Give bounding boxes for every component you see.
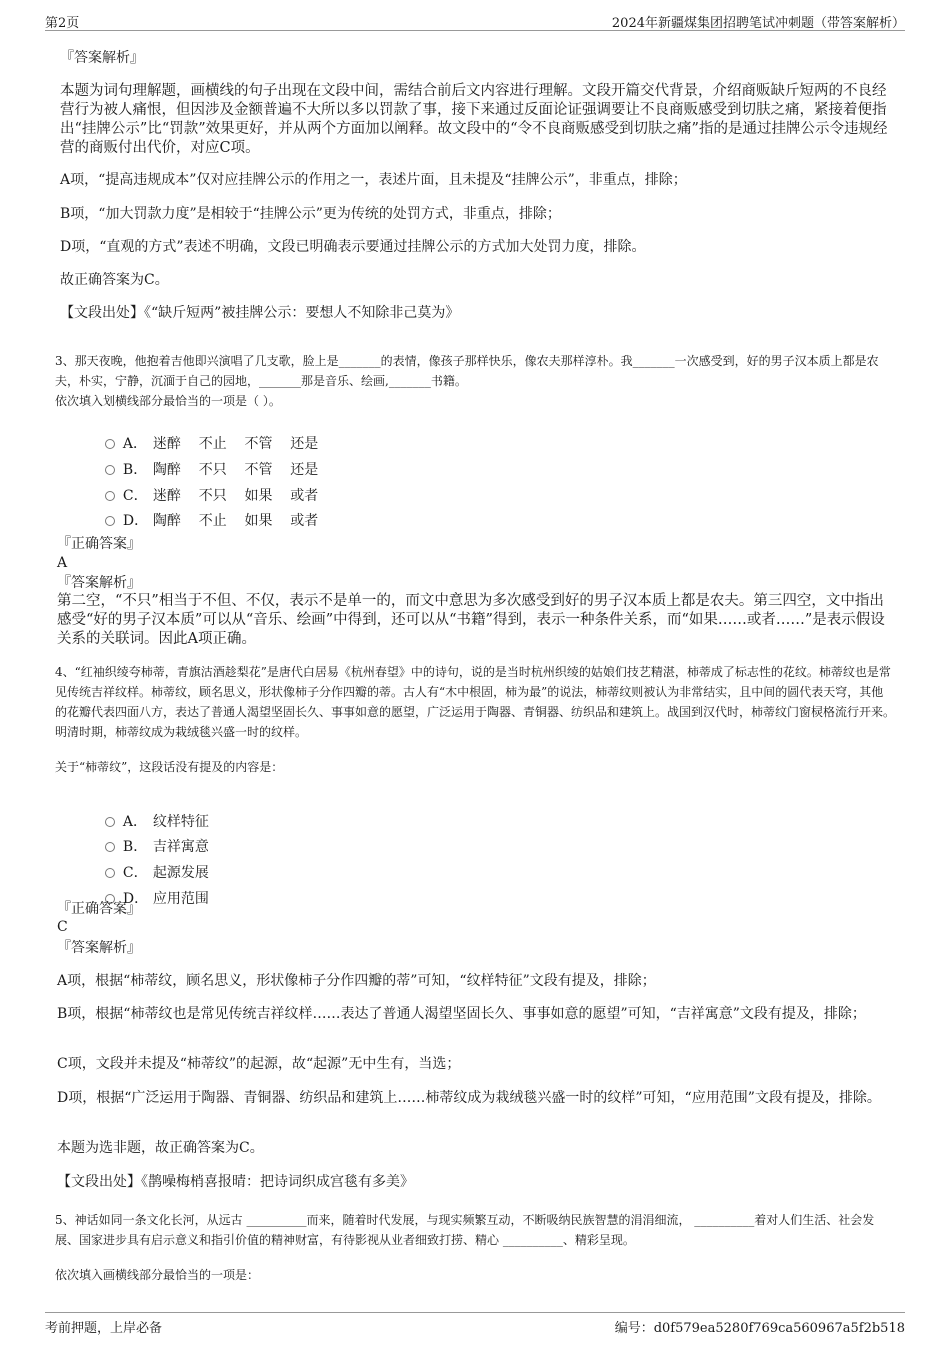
q3-answer: A — [57, 555, 68, 571]
q2-analysis-b: B项，“加大罚款力度”是相较于“挂牌公示”更为传统的处罚方式，非重点，排除； — [60, 206, 561, 222]
q2-source: 【文段出处】《“缺斤短两”被挂牌公示：要想人不知除非己莫为》 — [60, 305, 460, 321]
q4-analysis-c: C项，文段并未提及“柿蒂纹”的起源，故“起源”无中生有，当选； — [57, 1056, 461, 1072]
q4-answer-label: 『正确答案』 — [57, 901, 141, 917]
q4-stem: 4、“红袖织绫夸柿蒂，青旗沽酒趁梨花”是唐代白居易《杭州春望》中的诗句，说的是当时杭州织绫的姑娘们技艺精湛，柿蒂成了标志性的花纹。柿蒂纹也是常见传统吉祥纹样。柿蒂纹，顾名思义，形状像柿子分作四瓣的蒂。古人有“木中根固，柿为最”的说法，柿蒂纹则被认为非常结实，且中间的圆代表天穹，其他的花瓣代表四面八方，表达了普通人渴望坚固长久、事事如意的愿望，广泛运用于陶器、青铜器、纺织品和建筑上。战国到汉代时，柿蒂纹门窗棂格流行开来。明清时期，柿蒂纹成为栽绒毯兴盛一时的纹样。 — [55, 665, 896, 739]
q4-analysis-b: B项，根据“柿蒂纹也是常见传统吉祥纹样……表达了普通人渴望坚固长久、事事如意的愿望”可知，“吉祥寓意”文段有提及，排除； — [57, 1006, 866, 1022]
q4-option-b[interactable]: B． 吉祥寓意 — [96, 817, 209, 837]
q5-stem: 5、神话如同一条文化长河，从远古 __________而来，随着时代发展，与现实频繁互动，不断吸纳民族智慧的涓涓细流， __________着对人们生活、社会发展、国家进步具有启示意义和指引价值的精神财富，有待影视从业者细致打捞、精心 __________、精彩呈现。 — [55, 1213, 875, 1247]
q4-option-c[interactable]: C． 起源发展 — [96, 843, 209, 863]
page-header — [45, 10, 905, 31]
q5-prompt: 依次填入画横线部分最恰当的一项是： — [55, 1268, 260, 1282]
q4-prompt: 关于“柿蒂纹”，这段话没有提及的内容是： — [55, 760, 284, 774]
q4-source: 【文段出处】《鹊噪梅梢喜报晴：把诗词织成宫毯有多美》 — [57, 1174, 414, 1190]
footer-slogan: 考前押题，上岸必备 — [45, 1321, 163, 1336]
document-title: 2024年新疆煤集团招聘笔试冲刺题（带答案解析） — [611, 16, 905, 31]
q4-analysis-label: 『答案解析』 — [57, 940, 141, 956]
q3-option-c[interactable]: C． 迷醉 不只 如果 或者 — [96, 466, 318, 486]
q3-prompt: 依次填入划横线部分最恰当的一项是（ ）。 — [55, 394, 281, 408]
q3-stem: 3、那天夜晚，他抱着吉他即兴演唱了几支歌，脸上是_______的表情，像孩子那样快乐，像农夫那样淳朴。我_______一次感受到，好的男子汉本质上都是农夫，朴实，宁静，沉湎于自己的园地，_______那是音乐、绘画,_______书籍。 — [55, 354, 879, 388]
q4-answer: C — [57, 919, 68, 935]
q3-analysis: 第二空，“不只”相当于不但、不仅，表示不是单一的，而文中意思为多次感受到好的男子汉本质上都是农夫。第三四空，文中指出感受“好的男子汉本质”可以从“音乐、绘画”中得到，还可以从“书籍”得到，表示一种条件关系，而“如果……或者……”是表示假设关系的关联词。因此A项正确。 — [57, 593, 885, 647]
q3-analysis-label: 『答案解析』 — [57, 575, 141, 591]
document-id: 编号：d0f579ea5280f769ca560967a5f2b518 — [614, 1321, 905, 1336]
q3-option-d[interactable]: D． 陶醉 不止 如果 或者 — [96, 491, 318, 511]
q3-option-b[interactable]: B． 陶醉 不只 不管 还是 — [96, 440, 318, 460]
q4-option-d[interactable]: D． 应用范围 — [96, 869, 209, 889]
q2-analysis: 本题为词句理解题，画横线的句子出现在文段中间，需结合前后文内容进行理解。文段开篇交代背景，介绍商贩缺斤短两的不良经营行为被人痛恨，但因涉及金额普遍不大所以多以罚款了事，接下来通过反面论证强调要让不良商贩感受到切肤之痛，紧接着便指出“挂牌公示”比“罚款”效果更好，并从两个方面加以阐释。故文段中的“令不良商贩感受到切肤之痛”指的是通过挂牌公示令违规经营的商贩付出代价，对应C项。 — [60, 83, 888, 156]
radio-icon[interactable] — [105, 516, 115, 526]
q3-option-a[interactable]: A． 迷醉 不止 不管 还是 — [96, 414, 318, 434]
q2-analysis-d: D项，“直观的方式”表述不明确，文段已明确表示要通过挂牌公示的方式加大处罚力度，排除。 — [60, 239, 646, 255]
q4-conclusion: 本题为选非题，故正确答案为C。 — [57, 1140, 264, 1156]
q2-analysis-a: A项，“提高违规成本”仅对应挂牌公示的作用之一，表述片面，且未提及“挂牌公示”，非重点，排除； — [60, 172, 687, 188]
page-footer — [45, 1312, 905, 1335]
page-number: 第2页 — [45, 16, 80, 31]
q2-analysis-label: 『答案解析』 — [60, 50, 144, 66]
q4-option-a[interactable]: A． 纹样特征 — [96, 792, 209, 812]
q4-analysis-d: D项，根据“广泛运用于陶器、青铜器、纺织品和建筑上……柿蒂纹成为栽绒毯兴盛一时的纹样”可知，“应用范围”文段有提及，排除。 — [57, 1090, 881, 1106]
q3-answer-label: 『正确答案』 — [57, 536, 141, 552]
q2-conclusion: 故正确答案为C。 — [60, 272, 169, 288]
q4-analysis-a: A项，根据“柿蒂纹，顾名思义，形状像柿子分作四瓣的蒂”可知，“纹样特征”文段有提及，排除； — [57, 973, 656, 989]
